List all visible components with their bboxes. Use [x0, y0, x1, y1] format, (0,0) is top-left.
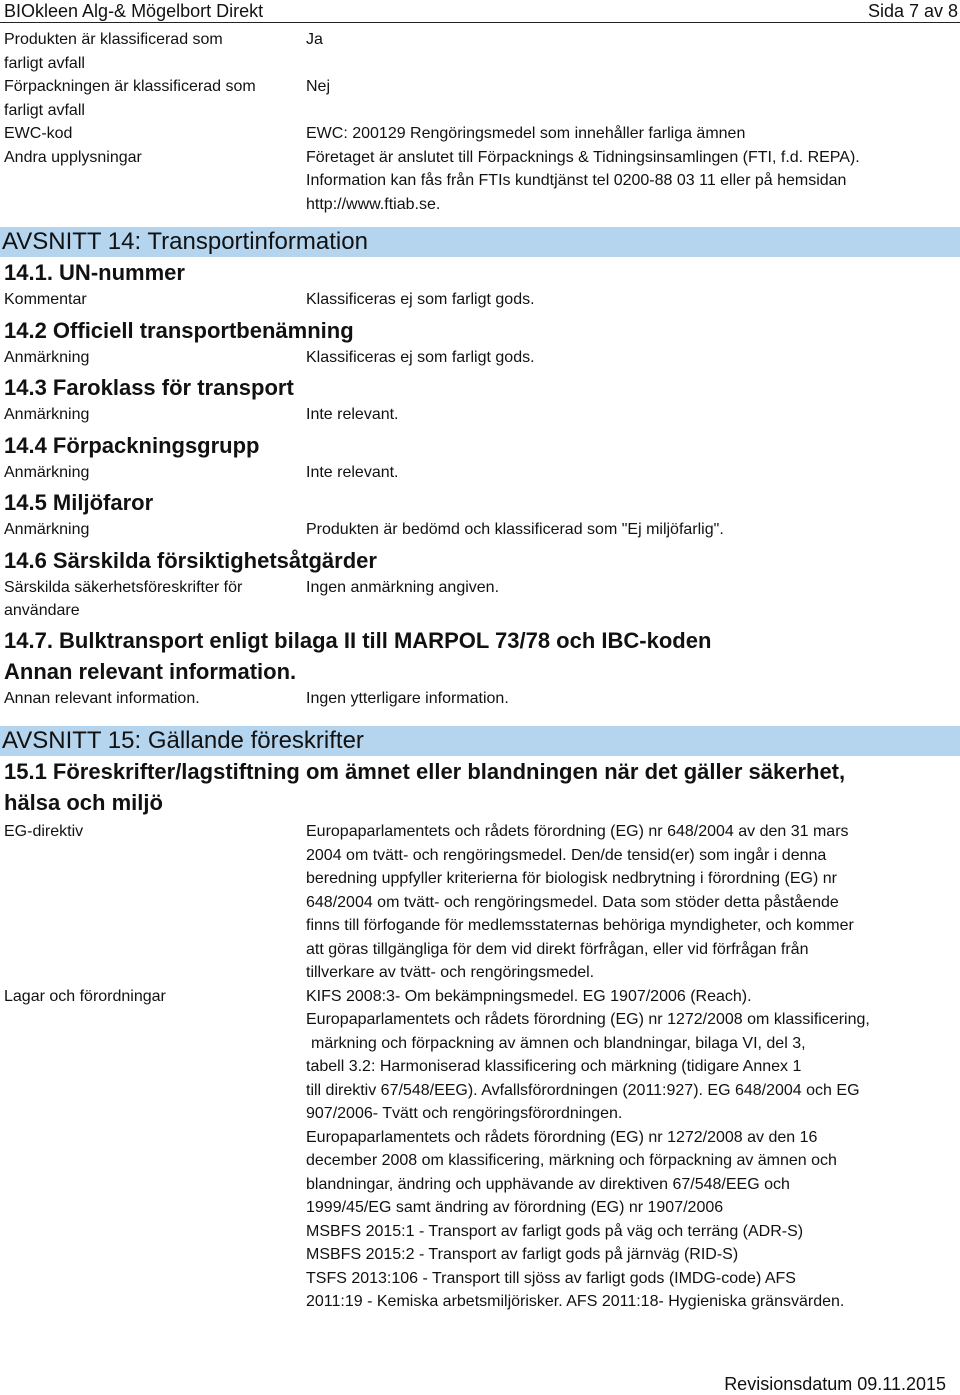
- row-value: http://www.ftiab.se.: [306, 195, 441, 213]
- row-value: Klassificeras ej som farligt gods.: [306, 291, 535, 308]
- row-value-line: december 2008 om klassificering, märkning och förpackning av ämnen och: [306, 1152, 837, 1169]
- row-value-line: tabell 3.2: Harmoniserad klassificering och märkning (tidigare Annex 1: [306, 1058, 802, 1075]
- row-14-1: [4, 288, 956, 312]
- row-value-line: 648/2004 om tvätt- och rengöringsmedel. Data som stöder detta påstående: [306, 893, 839, 911]
- row-label: användare: [4, 602, 80, 619]
- subsection-14-7-heading: 14.7. Bulktransport enligt bilaga II till MARPOL 73/78 och IBC-koden: [4, 627, 712, 653]
- row-value-line: MSBFS 2015:2 - Transport av farligt gods på järnväg (RID-S): [306, 1246, 739, 1263]
- row-value-line: 2011:19 - Kemiska arbetsmiljörisker. AFS 2011:18- Hygieniska gränsvärden.: [306, 1293, 845, 1310]
- subsection-14-2-heading: 14.2 Officiell transportbenämning: [4, 317, 354, 343]
- row-label: Produkten är klassificerad som: [4, 31, 223, 48]
- subsection-15-1-heading-cont: hälsa och miljö: [4, 790, 163, 815]
- subsection-14-7-subheading: Annan relevant information.: [4, 658, 297, 684]
- page-header: [0, 0, 960, 23]
- row-value: Ingen anmärkning angiven.: [306, 578, 500, 596]
- row-value-line: 2004 om tvätt- och rengöringsmedel. Den/de tensid(er) som ingår i denna: [306, 846, 827, 864]
- row-value-line: Europaparlamentets och rådets förordning (EG) nr 648/2004 av den 31 mars: [306, 823, 849, 840]
- row-label: Anmärkning: [4, 521, 90, 538]
- row-14-6: [4, 576, 956, 623]
- row-label: EG-direktiv: [4, 823, 84, 840]
- row-14-3: [4, 403, 956, 427]
- row-value-line: till direktiv 67/548/EEG). Avfallsförordningen (2011:927). EG 648/2004 och EG: [306, 1081, 860, 1099]
- document-title: BIOkleen Alg-& Mögelbort Direkt: [4, 1, 264, 21]
- section-15-title: AVSNITT 15: Gällande föreskrifter: [0, 726, 960, 756]
- row-value-line: märkning och förpackning av ämnen och blandningar, bilaga VI, del 3,: [311, 1034, 806, 1052]
- row-value-line: finns till förfogande för medlemsstaternas behöriga myndigheter, och kommer: [306, 917, 854, 934]
- page-number: Sida 7 av 8: [867, 1, 958, 21]
- row-label: farligt avfall: [4, 101, 85, 119]
- row-value: Inte relevant.: [306, 463, 399, 481]
- row-hazardous-waste-product: [4, 28, 956, 75]
- row-value: EWC: 200129 Rengöringsmedel som innehåller farliga ämnen: [306, 125, 746, 142]
- row-other-info: [4, 146, 956, 217]
- row-label: EWC-kod: [4, 125, 73, 142]
- subsection-14-1-heading: 14.1. UN-nummer: [4, 260, 185, 285]
- row-value-line: KIFS 2008:3- Om bekämpningsmedel. EG 1907/2006 (Reach).: [306, 987, 752, 1005]
- row-label: Andra upplysningar: [4, 148, 142, 166]
- revision-date: Revisionsdatum 09.11.2015: [724, 1374, 946, 1394]
- row-value-line: att göras tillgängliga för dem vid direkt förfrågan, eller vid förfrågan från: [306, 940, 809, 958]
- row-label: Anmärkning: [4, 406, 90, 423]
- row-value-line: 1999/45/EG samt ändring av förordning (EG) nr 1907/2006: [306, 1199, 724, 1216]
- row-value-line: tillverkare av tvätt- och rengöringsmedel.: [306, 964, 595, 981]
- row-eg-directive: [4, 820, 956, 985]
- row-label: Annan relevant information.: [4, 689, 200, 707]
- row-label: Anmärkning: [4, 348, 90, 366]
- row-value: Nej: [306, 78, 331, 95]
- subsection-14-5-heading: 14.5 Miljöfaror: [4, 490, 154, 515]
- row-value-line: 907/2006- Tvätt och rengöringsförordningen.: [306, 1105, 623, 1122]
- row-value: Inte relevant.: [306, 406, 399, 423]
- row-value: Klassificeras ej som farligt gods.: [306, 348, 535, 366]
- row-label: farligt avfall: [4, 54, 85, 72]
- row-value: Ingen ytterligare information.: [306, 689, 509, 707]
- row-ewc-code: [4, 122, 956, 146]
- row-hazardous-waste-packaging: [4, 75, 956, 122]
- row-14-5: [4, 518, 956, 542]
- row-laws: [4, 985, 956, 1314]
- document-body: [4, 28, 956, 1314]
- row-label: Kommentar: [4, 291, 87, 308]
- subsection-14-4-heading: 14.4 Förpackningsgrupp: [4, 432, 260, 458]
- row-14-4: [4, 461, 956, 485]
- row-value-line: MSBFS 2015:1 - Transport av farligt gods på väg och terräng (ADR-S): [306, 1222, 804, 1240]
- row-value-line: Europaparlamentets och rådets förordning (EG) nr 1272/2008 om klassificering,: [306, 1011, 870, 1028]
- row-14-2: [4, 346, 956, 370]
- row-value: Ja: [306, 31, 323, 48]
- row-label: Särskilda säkerhetsföreskrifter för: [4, 578, 243, 596]
- row-label: Anmärkning: [4, 463, 90, 481]
- row-value: Information kan fås från FTIs kundtjänst tel 0200-88 03 11 eller på hemsidan: [306, 172, 847, 189]
- subsection-14-6-heading: 14.6 Särskilda försiktighetsåtgärder: [4, 547, 377, 573]
- row-label: Förpackningen är klassificerad som: [4, 78, 256, 95]
- subsection-14-3-heading: 14.3 Faroklass för transport: [4, 375, 294, 400]
- row-14-7: [4, 687, 956, 711]
- row-value-line: TSFS 2013:106 - Transport till sjöss av farligt gods (IMDG-code) AFS: [306, 1269, 796, 1287]
- section-14-title: AVSNITT 14: Transportinformation: [0, 227, 960, 257]
- row-value: Företaget är anslutet till Förpacknings & Tidningsinsamlingen (FTI, f.d. REPA).: [306, 148, 860, 166]
- row-value-line: Europaparlamentets och rådets förordning (EG) nr 1272/2008 av den 16: [306, 1128, 818, 1146]
- subsection-15-1-heading: 15.1 Föreskrifter/lagstiftning om ämnet eller blandningen när det gäller säkerhet,: [4, 759, 846, 784]
- row-value-line: blandningar, ändring och upphävande av direktiven 67/548/EEG och: [306, 1175, 790, 1193]
- row-label: Lagar och förordningar: [4, 987, 166, 1005]
- row-value: Produkten är bedömd och klassificerad som "Ej miljöfarlig".: [306, 521, 724, 538]
- row-value-line: beredning uppfyller kriterierna för biologisk nedbrytning i förordning (EG) nr: [306, 870, 837, 887]
